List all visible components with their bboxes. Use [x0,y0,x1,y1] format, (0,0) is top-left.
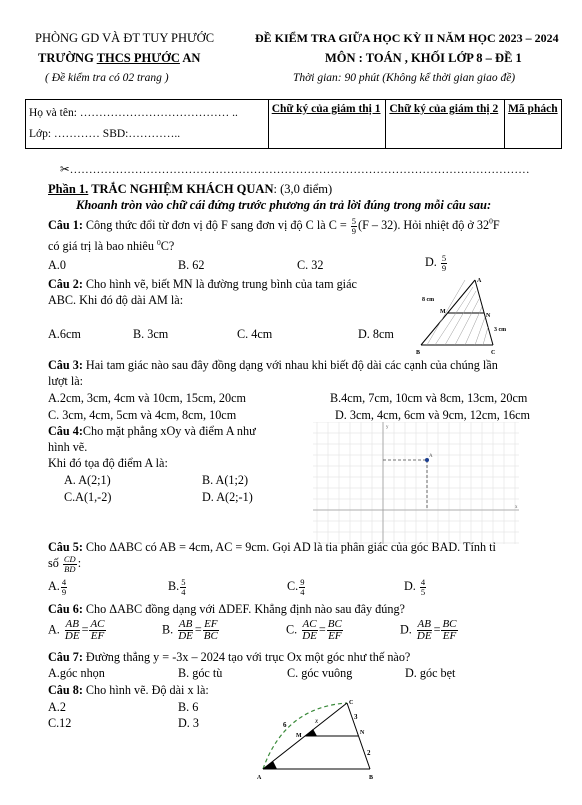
secret-code-cell: Mã phách [505,100,562,149]
q1-option-c[interactable]: C. 32 [297,258,324,272]
q3-text: Câu 3: Hai tam giác nào sau đây đồng dạng với nhau khi biết độ dài các cạnh của chúng lần [48,358,498,372]
q4-option-b[interactable]: B. A(1;2) [202,473,249,487]
q7-option-a[interactable]: A.góc nhọn [48,666,105,680]
q2-length-3cm: 3 cm [494,327,507,333]
q4-option-d[interactable]: D. A(2;-1) [202,490,253,504]
q8-label-n: N [360,730,365,736]
time-note: Thời gian: 90 phút (Không kể thời gian giao đề) [293,72,516,84]
part1-title: Phần 1. TRẮC NGHIỆM KHÁCH QUAN: (3,0 điểm) [48,182,333,196]
q4-option-a[interactable]: A. A(2;1) [64,473,111,487]
q1-text-line2: có giá trị là bao nhiêu $^0$C? [48,237,175,253]
q2-hatch-2 [435,287,473,345]
q5-text: Câu 5: Cho ΔABC có AB = 4cm, AC = 9cm. Gọi AD là tia phân giác của góc BAD. Tính tỉ [48,540,496,554]
q2-hatch-6 [475,317,485,345]
q2-option-a[interactable]: A.6cm [48,327,81,341]
q3-option-d[interactable]: D. 3cm, 4cm, 6cm và 9cm, 12cm, 16cm [335,408,530,422]
q2-option-d[interactable]: D. 8cm [358,327,394,341]
q6-option-c[interactable]: C. $\frac{AC}{DE}$ = $\frac{BC}{EF}$ [286,618,342,642]
q3-option-b[interactable]: B.4cm, 7cm, 10cm và 8cm, 13cm, 20cm [330,391,528,405]
q1-text: Câu 1: Công thức đổi từ đơn vị độ F sang đơn vị độ C là C = $\frac{5}{9}$ (F – 32). Hỏi nhiệt độ ở $32^0F$ [48,216,500,236]
q4-text-line3: Khi đó tọa độ điểm A là: [48,456,168,470]
q2-label-a: A [477,278,482,284]
q4-text-line2: hình vẽ. [48,440,88,454]
q3-text-line2: lượt là: [48,374,84,388]
q8-value-6: 6 [283,721,287,729]
q8-label-m: M [296,733,302,739]
q4-grid [313,422,519,544]
q2-triangle-figure [413,277,513,357]
q5-option-b[interactable]: B. $\frac{5}{4}$ [168,577,186,597]
q8-triangle-figure [255,697,380,785]
q5-option-d[interactable]: D. $\frac{4}{5}$ [404,577,426,597]
q2-text-line2: ABC. Khi đó độ dài AM là: [48,293,184,307]
q3-option-c[interactable]: C. 3cm, 4cm, 5cm và 4cm, 8cm, 10cm [48,408,237,422]
q8-label-a: A [257,775,262,781]
class-field[interactable]: Lớp: ………… SBD:………….. [29,128,181,140]
q8-option-c[interactable]: C.12 [48,716,72,730]
q7-option-c[interactable]: C. góc vuông [287,666,353,680]
q8-value-2: 2 [367,749,371,757]
student-info-cell[interactable] [26,100,269,149]
q4-label-x: x [515,505,518,510]
q7-text: Câu 7: Đường thẳng y = -3x – 2024 tạo với trục Ox một góc như thế nào? [48,650,411,664]
q8-option-a[interactable]: A.2 [48,700,66,714]
q5-option-c[interactable]: C. $\frac{9}{4}$ [287,577,305,597]
q8-option-b[interactable]: B. 6 [178,700,199,714]
q2-label-n: N [486,313,491,319]
q8-value-x: x [315,717,319,725]
name-field[interactable]: Họ và tên: ………………………………… .. [29,107,238,119]
subject-title: MÔN : TOÁN , KHỐI LỚP 8 – ĐỀ 1 [325,51,522,65]
q8-angle-m [305,729,317,736]
q4-coordinate-graph [313,422,523,544]
q2-option-b[interactable]: B. 3cm [133,327,169,341]
q7-option-d[interactable]: D. góc bẹt [405,666,456,680]
q6-option-a[interactable]: A. $\frac{AB}{DE}$ = $\frac{AC}{EF}$ [48,618,105,642]
q3-option-a[interactable]: A.2cm, 3cm, 4cm và 10cm, 15cm, 20cm [48,391,246,405]
q2-hatch-3 [445,291,476,345]
q8-label-c: C [349,700,354,706]
q2-label-c: C [491,350,496,356]
q5-text-line2: số $\frac{CD}{BD}$ : [48,554,82,574]
q2-hatch-7 [483,327,488,345]
q1-option-d[interactable]: D. $\frac{5}{9}$ [425,253,447,273]
q5-option-a[interactable]: A. $\frac{4}{9}$ [48,577,67,597]
part1-instruction: Khoanh tròn vào chữ cái đứng trước phương án trả lời đúng trong mỗi câu sau: [76,198,492,212]
q7-option-b[interactable]: B. góc tù [178,666,223,680]
q8-value-3: 3 [354,713,358,721]
q1-option-a[interactable]: A.0 [48,258,66,272]
q2-label-b: B [416,350,421,356]
q4-text: Câu 4:Cho mặt phẳng xOy và điểm A như [48,424,256,438]
q2-option-c[interactable]: C. 4cm [237,327,273,341]
q4-option-c[interactable]: C.A(1,-2) [64,490,112,504]
proctor2-signature: Chữ ký của giám thị 2 [386,100,505,149]
q2-label-m: M [440,309,446,315]
student-info-table [25,99,562,149]
q1-option-b[interactable]: B. 62 [178,258,205,272]
q6-option-b[interactable]: B. $\frac{AB}{DE}$ = $\frac{EF}{BC}$ [162,618,218,642]
cut-line: ✂………………………………………………………………………………………………………… [60,164,530,176]
q8-label-b: B [369,775,374,781]
proctor1-signature: Chữ ký của giám thị 1 [268,100,386,149]
q2-length-8cm: 8 cm [422,297,435,303]
q8-angle-a [263,761,277,769]
school-name: TRƯỜNG THCS PHƯỚC AN [38,51,201,65]
q2-text: Câu 2: Cho hình vẽ, biết MN là đường trung bình của tam giác [48,277,357,291]
page-count-note: ( Đề kiểm tra có 02 trang ) [45,72,169,84]
q8-text: Câu 8: Cho hình vẽ. Độ dài x là: [48,683,209,697]
q6-option-d[interactable]: D. $\frac{AB}{DE}$ = $\frac{BC}{EF}$ [400,618,457,642]
q8-option-d[interactable]: D. 3 [178,716,199,730]
exam-title: ĐỀ KIỂM TRA GIỮA HỌC KỲ II NĂM HỌC 2023 – 2024 [255,31,559,45]
department-name: PHÒNG GD VÀ ĐT TUY PHƯỚC [35,31,215,45]
q4-label-y: y [386,425,389,430]
q6-text: Câu 6: Cho ΔABC đồng dạng với ΔDEF. Khẳng định nào sau đây đúng? [48,602,405,616]
q4-label-a: A [429,454,433,459]
